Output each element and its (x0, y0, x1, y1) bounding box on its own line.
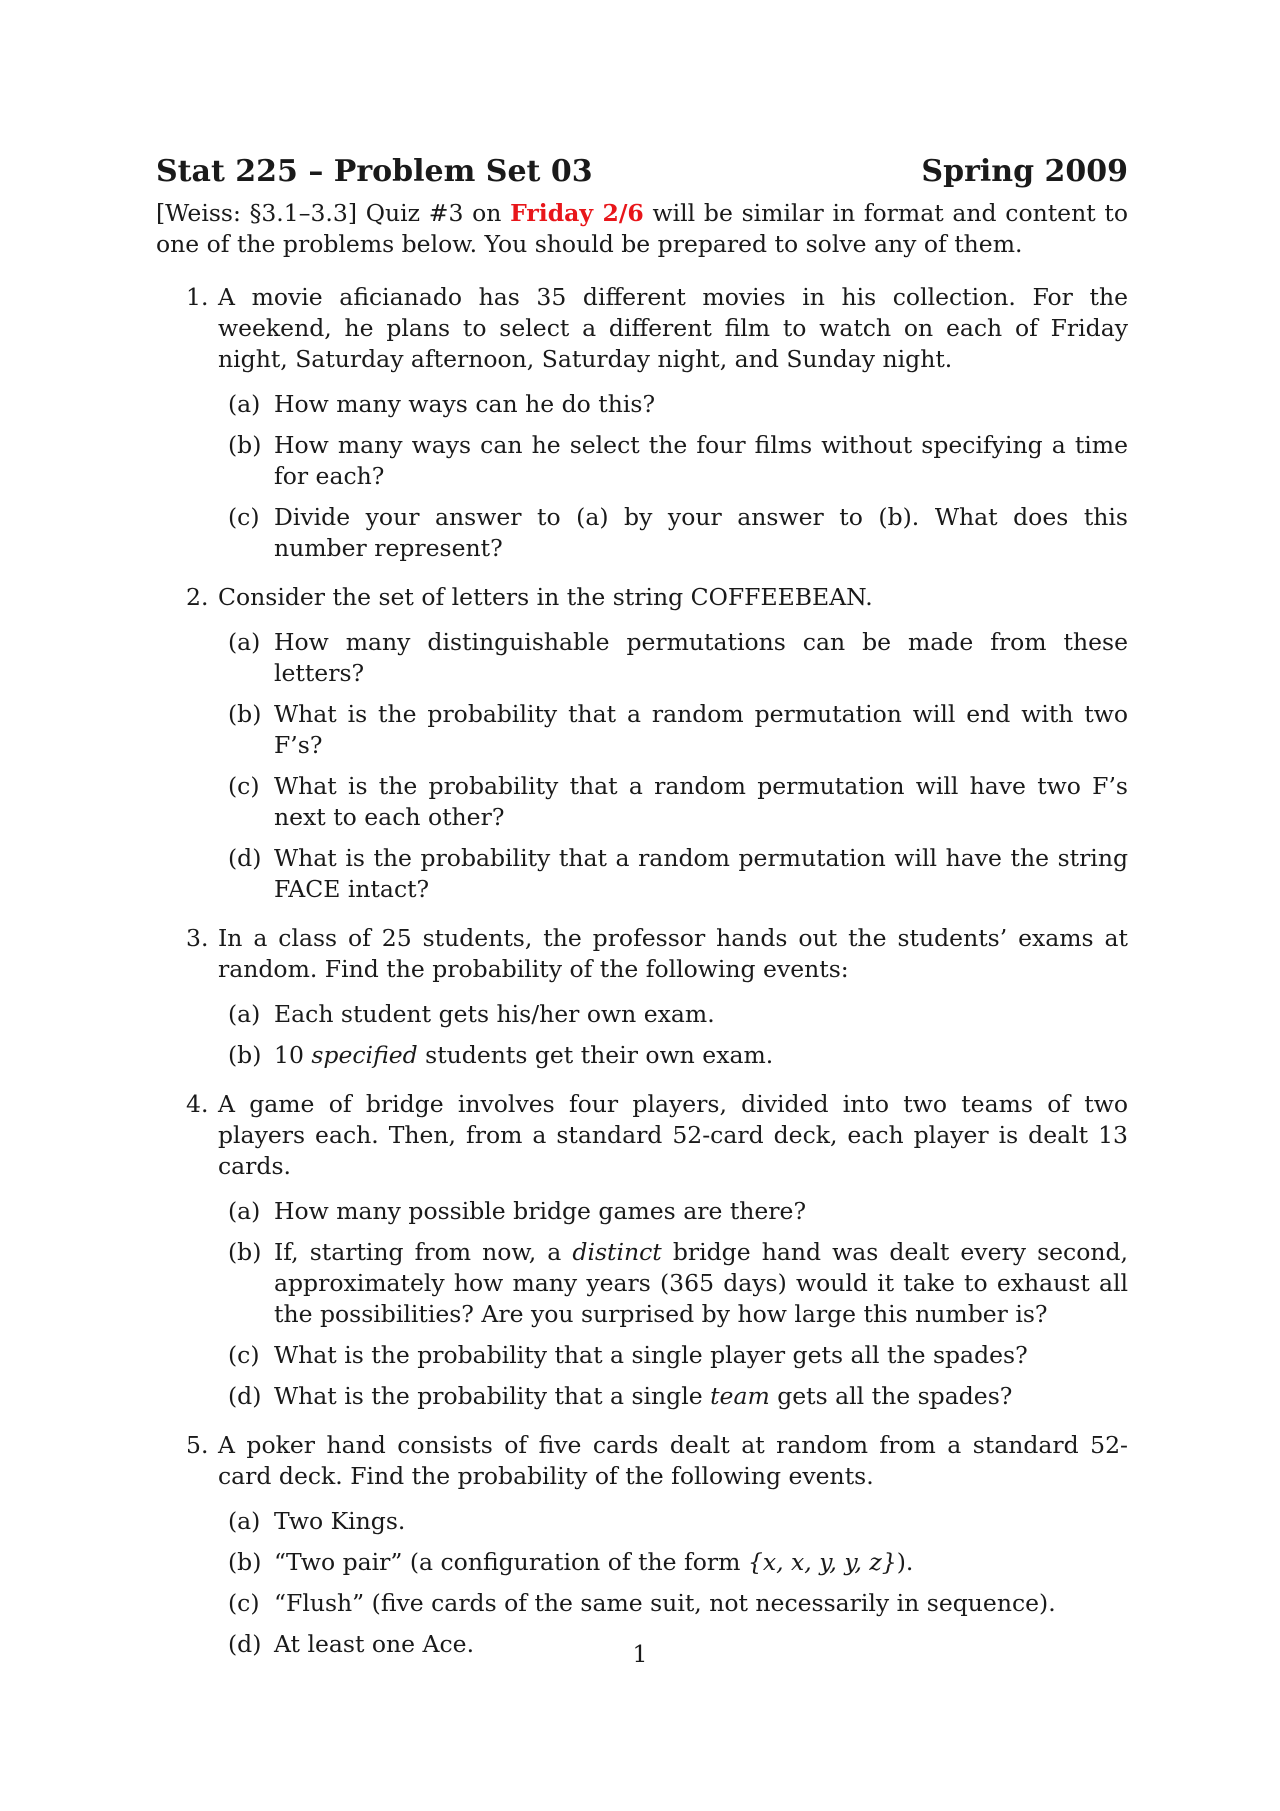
problem-5 (156, 1430, 1128, 1660)
problem-4 (156, 1089, 1128, 1412)
problem-number: 1. (186, 283, 209, 311)
problem-number: 2. (186, 583, 209, 611)
document-header (156, 152, 1128, 192)
part-label: (d) (228, 844, 262, 872)
part-item (156, 430, 1128, 492)
part-text-pre: 10 (274, 1041, 312, 1069)
math-expression: {x, x, y, y, z} (747, 1548, 897, 1576)
part-item (156, 999, 1128, 1030)
term-label: Spring 2009 (921, 154, 1128, 189)
part-text: Each student gets his/her own exam. (274, 1000, 715, 1028)
part-item (156, 843, 1128, 905)
part-item (156, 1381, 1128, 1412)
problem-number: 5. (186, 1431, 209, 1459)
part-item (156, 699, 1128, 761)
part-item (156, 1547, 1128, 1578)
part-text: Divide your answer to (a) by your answer to (b). What does this number represent? (274, 503, 1128, 562)
part-text: How many ways can he do this? (274, 390, 656, 418)
part-label: (c) (228, 1589, 260, 1617)
part-label: (a) (228, 628, 261, 656)
part-label: (b) (228, 1548, 262, 1576)
part-text-pre: “Two pair” (a configuration of the form (274, 1548, 748, 1576)
part-label: (d) (228, 1382, 262, 1410)
problem-parts (218, 1196, 1128, 1412)
part-text-post: ). (896, 1548, 914, 1576)
problem-number: 3. (186, 924, 209, 952)
part-label: (a) (228, 1197, 261, 1225)
part-item (156, 627, 1128, 689)
problem-parts (218, 1506, 1128, 1660)
problem-text: In a class of 25 students, the professor hands out the students’ exams at random. Find the probability of the following events: (218, 924, 1128, 983)
problem-2 (156, 582, 1128, 905)
part-item (156, 1196, 1128, 1227)
part-label: (c) (228, 772, 260, 800)
part-text-pre: If, starting from now, a (274, 1238, 573, 1266)
part-item (156, 1506, 1128, 1537)
intro-paragraph (156, 198, 1128, 260)
problem-parts (218, 627, 1128, 905)
part-label: (b) (228, 1238, 262, 1266)
part-label: (c) (228, 1341, 260, 1369)
problem-parts (218, 999, 1128, 1071)
part-label: (a) (228, 1507, 261, 1535)
problem-parts (218, 389, 1128, 564)
problem-1 (156, 282, 1128, 564)
problem-text: Consider the set of letters in the string COFFEEBEAN. (218, 583, 873, 611)
part-item (156, 1588, 1128, 1619)
part-label: (a) (228, 1000, 261, 1028)
part-label: (b) (228, 1041, 262, 1069)
part-item (156, 1237, 1128, 1330)
part-emphasis: distinct (572, 1238, 662, 1266)
page-number: 1 (632, 1640, 648, 1668)
part-label: (a) (228, 390, 261, 418)
part-item (156, 771, 1128, 833)
part-text: What is the probability that a random permutation will end with two F’s? (274, 700, 1128, 759)
part-text: How many possible bridge games are there? (274, 1197, 807, 1225)
problem-text: A game of bridge involves four players, divided into two teams of two players each. Then, from a standard 52-card deck, each player is dealt 13 cards. (218, 1090, 1128, 1180)
part-text: What is the probability that a single player gets all the spades? (274, 1341, 1028, 1369)
course-title: Stat 225 – Problem Set 03 (156, 154, 593, 189)
part-item (156, 1340, 1128, 1371)
problem-number: 4. (186, 1090, 209, 1118)
document-content (156, 152, 1128, 1678)
part-item (156, 502, 1128, 564)
part-item (156, 1040, 1128, 1071)
problem-3 (156, 923, 1128, 1071)
problem-text: A poker hand consists of five cards dealt at random from a standard 52-card deck. Find the probability of the following events. (218, 1431, 1128, 1490)
part-text-pre: What is the probability that a single (274, 1382, 711, 1410)
problem-text: A movie aficianado has 35 different movies in his collection. For the weekend, he plans to select a different film to watch on each of Friday night, Saturday afternoon, Saturday night, and Sunday night. (218, 283, 1128, 373)
part-text: Two Kings. (274, 1507, 406, 1535)
part-text-post: students get their own exam. (417, 1041, 774, 1069)
part-text: “Flush” (five cards of the same suit, not necessarily in sequence). (274, 1589, 1056, 1617)
part-text: At least one Ace. (274, 1630, 475, 1658)
part-text-post: gets all the spades? (769, 1382, 1013, 1410)
part-text: How many ways can he select the four films without specifying a time for each? (274, 431, 1128, 490)
part-emphasis: specified (311, 1041, 418, 1069)
part-text: What is the probability that a random permutation will have the string FACE intact? (274, 844, 1128, 903)
part-label: (b) (228, 431, 262, 459)
part-text: What is the probability that a random permutation will have two F’s next to each other? (274, 772, 1128, 831)
part-item (156, 389, 1128, 420)
intro-post: will be similar in format and content to one of the problems below. You should be prepared to solve any of them. (156, 199, 1128, 258)
part-emphasis: team (710, 1382, 770, 1410)
part-label: (c) (228, 503, 260, 531)
intro-pre: [Weiss: §3.1–3.3] Quiz #3 on (156, 199, 511, 227)
quiz-date: Friday 2/6 (510, 199, 644, 227)
part-label: (b) (228, 700, 262, 728)
part-text: How many distinguishable permutations can be made from these letters? (274, 628, 1128, 687)
part-label: (d) (228, 1630, 262, 1658)
part-text-post: bridge hand was dealt every second, approximately how many years (365 days) would it take to exhaust all the possibilities? Are you surprised by how large this number is? (274, 1238, 1129, 1328)
